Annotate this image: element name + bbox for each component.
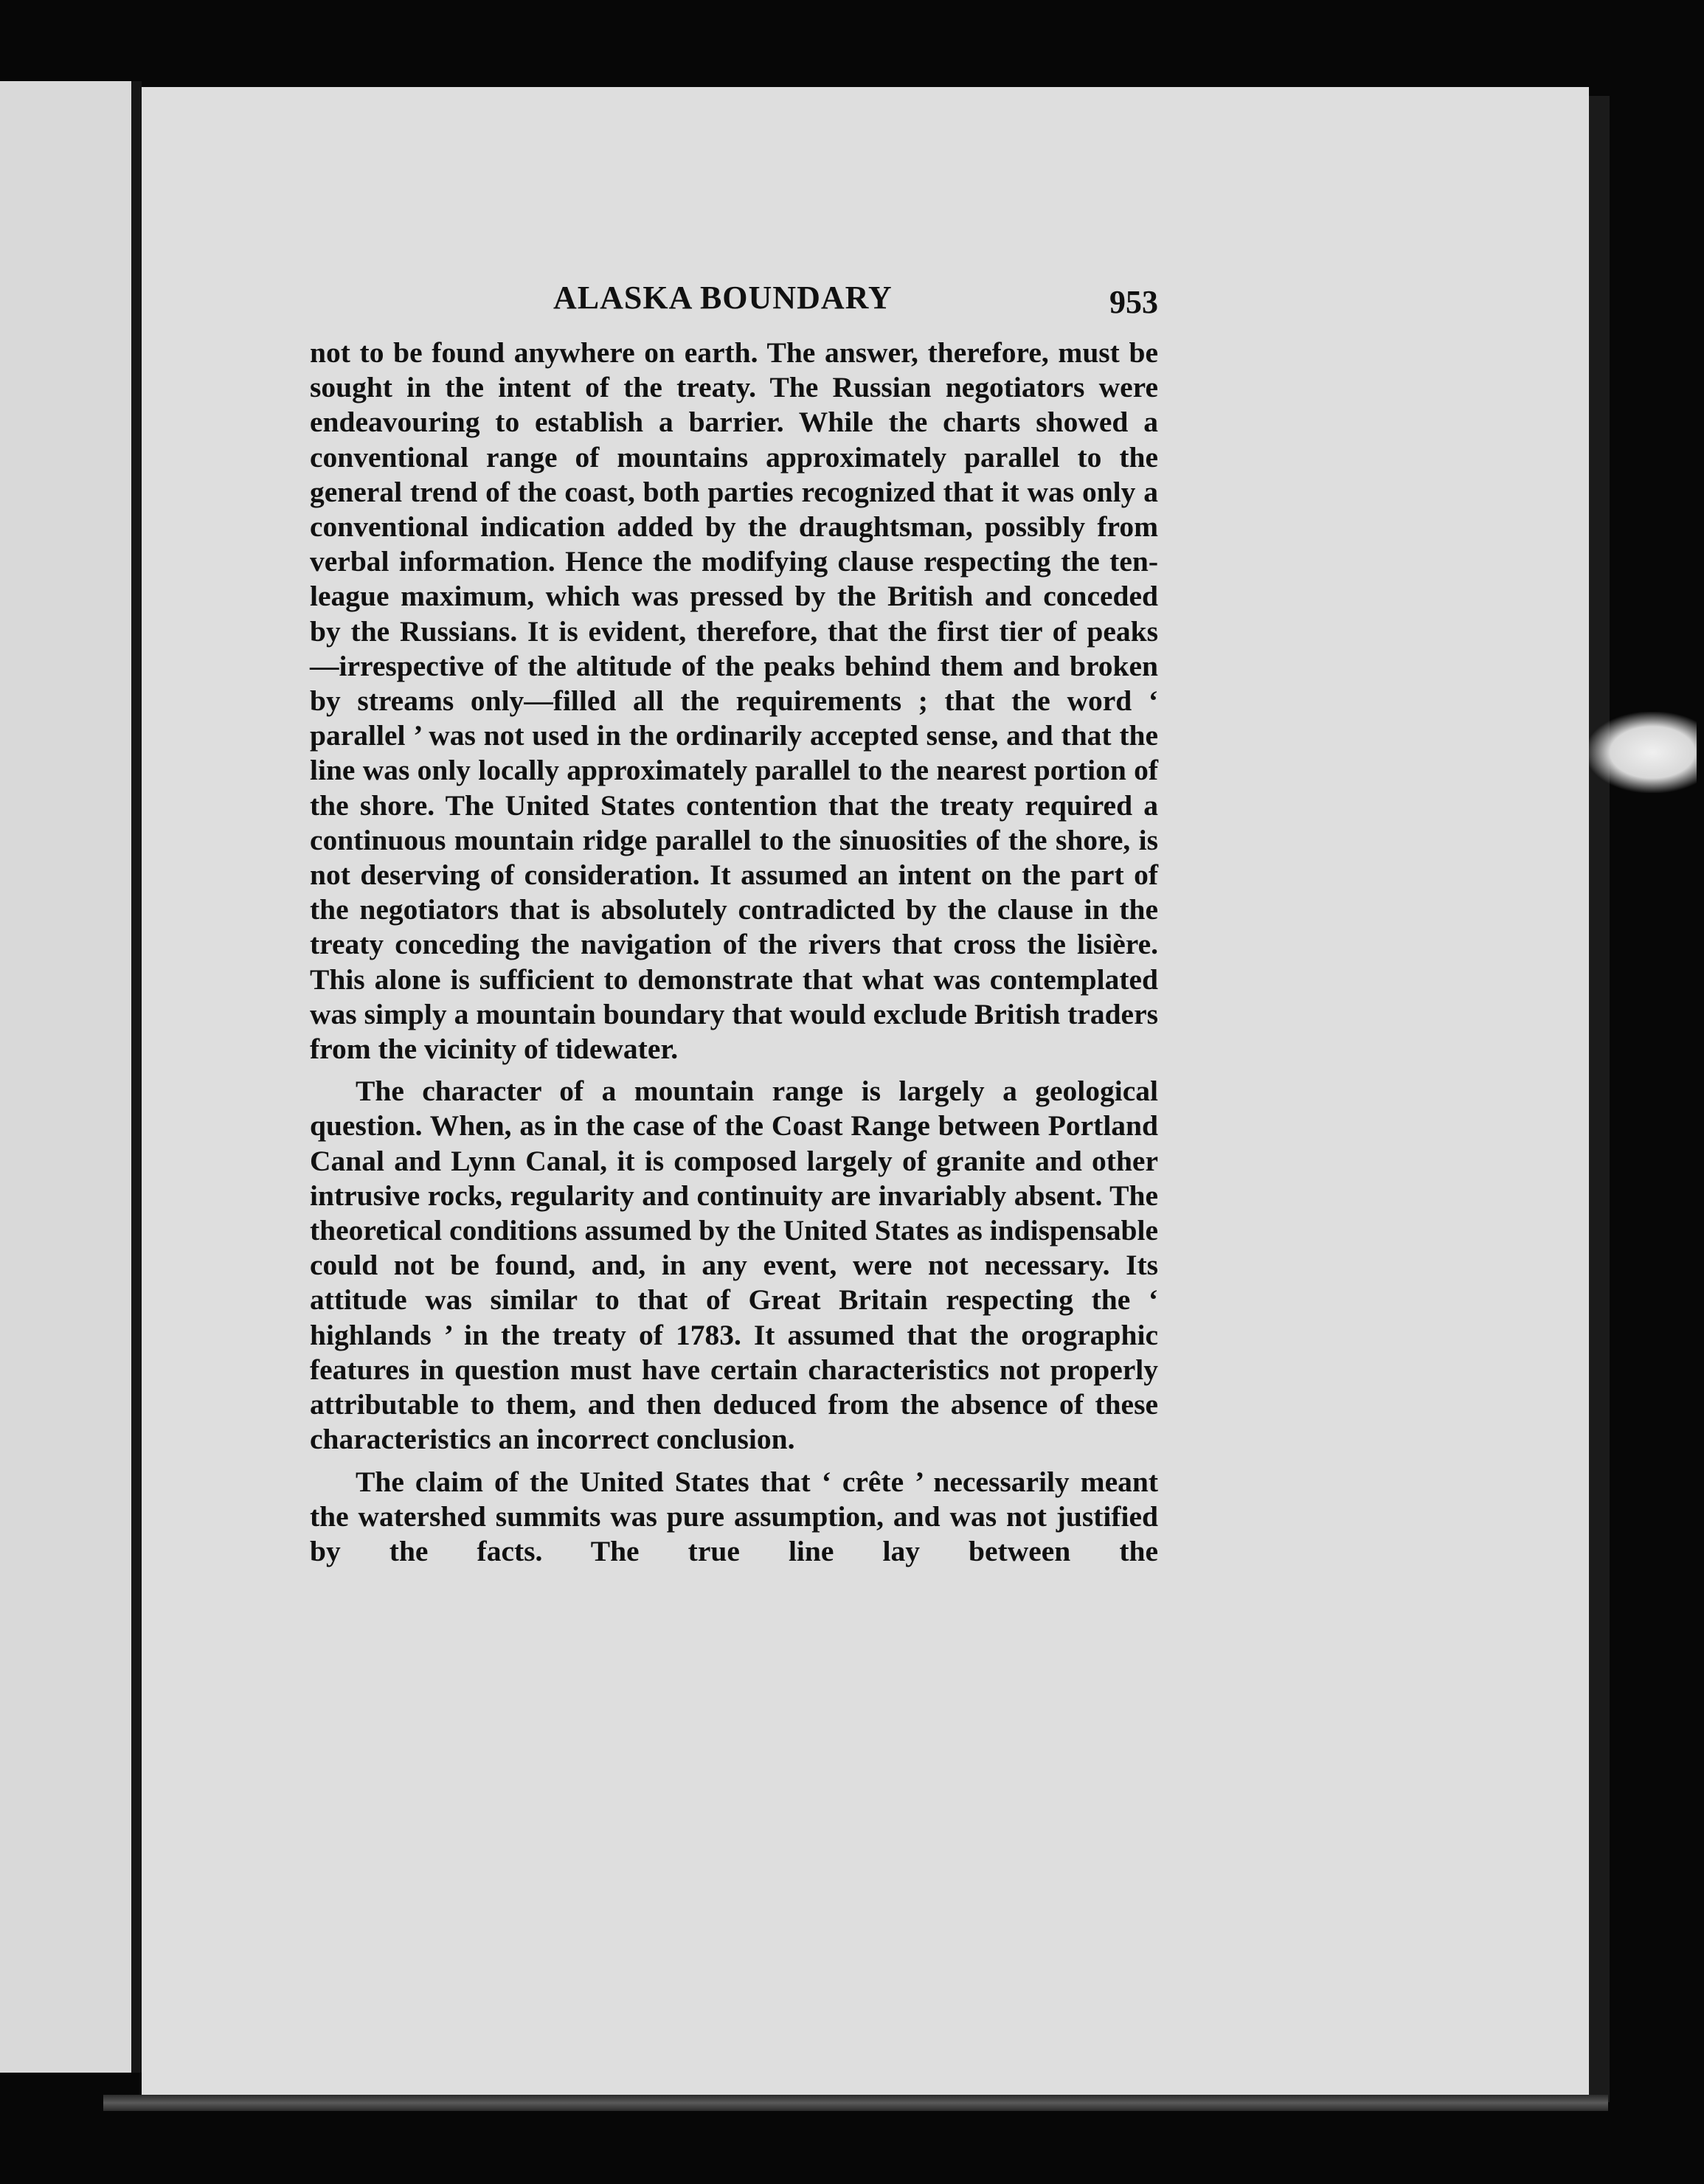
- paragraph-gap: [310, 1067, 1158, 1074]
- scan-smudge: [1586, 712, 1697, 793]
- running-head: [310, 279, 1158, 330]
- running-title: ALASKA BOUNDARY: [553, 280, 893, 316]
- page-bottom-edge: [103, 2095, 1608, 2111]
- facing-page-strip: [0, 81, 140, 2073]
- paragraph: The claim of the United States that ‘ crête ’ necessarily meant the watershed summits was pure assumption, and was not justified by the facts. The true line lay between the: [310, 1465, 1158, 1567]
- paragraph-gap: [310, 1457, 1158, 1465]
- facing-page-edge: [131, 81, 142, 2073]
- page-right-edge: [1589, 96, 1610, 2102]
- body-text: [310, 336, 1158, 1569]
- page-number: 953: [1109, 284, 1158, 320]
- paragraph: The character of a mountain range is largely a geological question. When, as in the case of the Coast Range between Portland Canal and Lynn Canal, it is composed largely of granite and other intrusive rocks, regularity and continuity are invariably absent. The theoretical conditions assumed by the United States as indispensable could not be found, and, in any event, were not necessary. Its attitude was similar to that of Great Britain respecting the ‘ highlands ’ in the treaty of 1783. It assumed that the orographic features in question must have certain characteristics not properly attributable to them, and then deduced from the absence of these characteristics an incorrect conclusion.: [310, 1075, 1158, 1456]
- paragraph: not to be found anywhere on earth. The answer, therefore, must be sought in the intent of the treaty. The Russian negotiators were endeavouring to establish a barrier. While the charts showed a conventional range of mountains approximately parallel to the general trend of the coast, both parties recognized that it was only a conventional indication added by the draughtsman, possibly from verbal information. Hence the modifying clause respecting the ten-league maximum, which was pressed by the British and conceded by the Russians. It is evident, therefore, that the first tier of peaks —irrespective of the altitude of the peaks behind them and broken by streams only—filled all the requirements ; that the word ‘ parallel ’ was not used in the ordinarily accepted sense, and that the line was only locally approximately parallel to the nearest portion of the shore. The United States contention that the treaty required a continuous mountain ridge parallel to the sinuosities of the shore, is not deserving of consideration. It assumed an intent on the part of the negotiators that is absolutely contradicted by the clause in the treaty conceding the navigation of the rivers that cross the lisière. This alone is sufficient to demonstrate that what was contemplated was simply a mountain boundary that would exclude British traders from the vicinity of tidewater.: [310, 336, 1158, 1066]
